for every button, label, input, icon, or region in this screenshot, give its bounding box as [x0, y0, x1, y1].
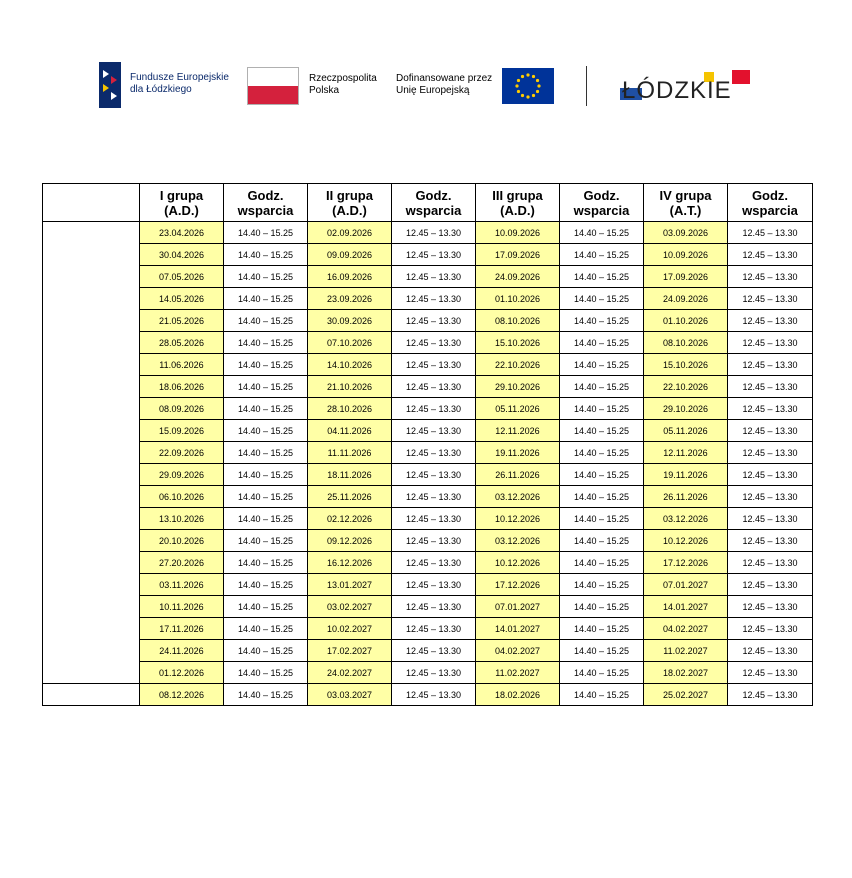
- date-cell: 03.11.2026: [140, 574, 224, 596]
- table-row: [43, 596, 813, 618]
- date-cell: 03.12.2026: [644, 508, 728, 530]
- hours-cell: 14.40 – 15.25: [560, 596, 644, 618]
- hours-cell: 14.40 – 15.25: [224, 354, 308, 376]
- date-cell: 03.12.2026: [476, 530, 560, 552]
- hours-cell: 14.40 – 15.25: [560, 574, 644, 596]
- hours-cell: 14.40 – 15.25: [560, 288, 644, 310]
- hours-cell: 14.40 – 15.25: [560, 684, 644, 706]
- hours-cell: 14.40 – 15.25: [560, 662, 644, 684]
- hours-cell: 14.40 – 15.25: [560, 464, 644, 486]
- date-cell: 05.11.2026: [476, 398, 560, 420]
- table-row: [43, 508, 813, 530]
- header-row: [43, 184, 813, 222]
- hours-cell: 12.45 – 13.30: [728, 684, 813, 706]
- date-cell: 18.06.2026: [140, 376, 224, 398]
- date-cell: 24.09.2026: [644, 288, 728, 310]
- lodzkie-logo: [620, 68, 760, 108]
- hours-cell: 14.40 – 15.25: [224, 508, 308, 530]
- date-cell: 16.09.2026: [308, 266, 392, 288]
- hours-cell: 12.45 – 13.30: [392, 354, 476, 376]
- hours-cell: 14.40 – 15.25: [224, 596, 308, 618]
- table-row: [43, 530, 813, 552]
- date-cell: 14.01.2027: [476, 618, 560, 640]
- date-cell: 05.11.2026: [644, 420, 728, 442]
- table-row: [43, 244, 813, 266]
- date-cell: 11.11.2026: [308, 442, 392, 464]
- logo-bar: [96, 58, 766, 114]
- date-cell: 17.12.2026: [476, 574, 560, 596]
- hours-cell: 12.45 – 13.30: [728, 464, 813, 486]
- hours-cell: 12.45 – 13.30: [728, 530, 813, 552]
- polish-flag: [247, 67, 299, 105]
- hours-header: Godz. wsparcia: [224, 184, 308, 222]
- table-row: [43, 398, 813, 420]
- hours-cell: 12.45 – 13.30: [392, 530, 476, 552]
- date-cell: 10.11.2026: [140, 596, 224, 618]
- date-cell: 07.01.2027: [644, 574, 728, 596]
- hours-cell: 12.45 – 13.30: [392, 442, 476, 464]
- hours-cell: 12.45 – 13.30: [392, 464, 476, 486]
- hours-cell: 12.45 – 13.30: [392, 596, 476, 618]
- date-cell: 03.03.2027: [308, 684, 392, 706]
- hours-cell: 12.45 – 13.30: [392, 244, 476, 266]
- hours-cell: 14.40 – 15.25: [224, 530, 308, 552]
- date-cell: 09.09.2026: [308, 244, 392, 266]
- date-cell: 20.10.2026: [140, 530, 224, 552]
- date-cell: 30.04.2026: [140, 244, 224, 266]
- hours-cell: 14.40 – 15.25: [560, 376, 644, 398]
- hours-cell: 12.45 – 13.30: [728, 288, 813, 310]
- date-cell: 28.10.2026: [308, 398, 392, 420]
- hours-cell: 14.40 – 15.25: [224, 376, 308, 398]
- date-cell: 22.10.2026: [476, 354, 560, 376]
- hours-cell: 12.45 – 13.30: [392, 640, 476, 662]
- date-cell: 03.09.2026: [644, 222, 728, 244]
- hours-cell: 12.45 – 13.30: [728, 640, 813, 662]
- hours-cell: 14.40 – 15.25: [560, 398, 644, 420]
- date-cell: 13.01.2027: [308, 574, 392, 596]
- date-cell: 17.12.2026: [644, 552, 728, 574]
- date-cell: 08.09.2026: [140, 398, 224, 420]
- hours-cell: 12.45 – 13.30: [392, 332, 476, 354]
- date-cell: 27.20.2026: [140, 552, 224, 574]
- hours-cell: 14.40 – 15.25: [560, 530, 644, 552]
- group-header: III grupa (A.D.): [476, 184, 560, 222]
- hours-cell: 14.40 – 15.25: [224, 332, 308, 354]
- table-row: [43, 574, 813, 596]
- hours-cell: 12.45 – 13.30: [392, 376, 476, 398]
- table-row: [43, 618, 813, 640]
- eu-flag-icon: [502, 68, 554, 104]
- hours-cell: 12.45 – 13.30: [728, 244, 813, 266]
- date-cell: 10.09.2026: [476, 222, 560, 244]
- date-cell: 19.11.2026: [644, 464, 728, 486]
- table-row: [43, 640, 813, 662]
- hours-cell: 14.40 – 15.25: [224, 486, 308, 508]
- hours-cell: 14.40 – 15.25: [560, 618, 644, 640]
- fundusze-europejskie-logo: [99, 62, 121, 108]
- table-row: [43, 332, 813, 354]
- hours-cell: 12.45 – 13.30: [728, 354, 813, 376]
- hours-cell: 14.40 – 15.25: [560, 420, 644, 442]
- rzeczpospolita-label: Rzeczpospolita Polska: [309, 73, 377, 96]
- date-cell: 22.10.2026: [644, 376, 728, 398]
- hours-cell: 14.40 – 15.25: [224, 662, 308, 684]
- hours-cell: 12.45 – 13.30: [728, 662, 813, 684]
- hours-cell: 14.40 – 15.25: [224, 442, 308, 464]
- table-row: [43, 684, 813, 706]
- hours-cell: 14.40 – 15.25: [560, 222, 644, 244]
- group-header: I grupa (A.D.): [140, 184, 224, 222]
- hours-cell: 14.40 – 15.25: [560, 244, 644, 266]
- hours-cell: 12.45 – 13.30: [392, 662, 476, 684]
- date-cell: 11.02.2027: [476, 662, 560, 684]
- date-cell: 11.06.2026: [140, 354, 224, 376]
- hours-cell: 12.45 – 13.30: [728, 332, 813, 354]
- date-cell: 08.12.2026: [140, 684, 224, 706]
- hours-cell: 12.45 – 13.30: [392, 222, 476, 244]
- group-header: II grupa (A.D.): [308, 184, 392, 222]
- fundusze-europejskie-label: Fundusze Europejskie dla Łódzkiego: [130, 72, 229, 95]
- date-cell: 29.09.2026: [140, 464, 224, 486]
- date-cell: 17.02.2027: [308, 640, 392, 662]
- hours-cell: 12.45 – 13.30: [728, 618, 813, 640]
- hours-header: Godz. wsparcia: [560, 184, 644, 222]
- course-name-cell: [43, 222, 140, 684]
- hours-cell: 12.45 – 13.30: [728, 310, 813, 332]
- hours-cell: 14.40 – 15.25: [560, 640, 644, 662]
- date-cell: 23.09.2026: [308, 288, 392, 310]
- date-cell: 06.10.2026: [140, 486, 224, 508]
- hours-cell: 12.45 – 13.30: [392, 552, 476, 574]
- hours-cell: 14.40 – 15.25: [224, 398, 308, 420]
- hours-header: Godz. wsparcia: [392, 184, 476, 222]
- hours-cell: 12.45 – 13.30: [728, 420, 813, 442]
- divider: [586, 66, 587, 106]
- date-cell: 14.10.2026: [308, 354, 392, 376]
- date-cell: 17.09.2026: [644, 266, 728, 288]
- date-cell: 10.02.2027: [308, 618, 392, 640]
- hours-cell: 14.40 – 15.25: [560, 332, 644, 354]
- date-cell: 30.09.2026: [308, 310, 392, 332]
- date-cell: 01.10.2026: [644, 310, 728, 332]
- hours-cell: 12.45 – 13.30: [728, 442, 813, 464]
- date-cell: 15.09.2026: [140, 420, 224, 442]
- hours-cell: 14.40 – 15.25: [224, 222, 308, 244]
- hours-cell: 12.45 – 13.30: [728, 508, 813, 530]
- table-row: [43, 420, 813, 442]
- date-cell: 18.02.2026: [476, 684, 560, 706]
- hours-cell: 14.40 – 15.25: [224, 244, 308, 266]
- table-row: [43, 376, 813, 398]
- hours-cell: 12.45 – 13.30: [728, 486, 813, 508]
- date-cell: 26.11.2026: [644, 486, 728, 508]
- date-cell: 02.09.2026: [308, 222, 392, 244]
- date-cell: 29.10.2026: [644, 398, 728, 420]
- date-cell: 07.01.2027: [476, 596, 560, 618]
- group-header: IV grupa (A.T.): [644, 184, 728, 222]
- hours-cell: 12.45 – 13.30: [728, 266, 813, 288]
- hours-cell: 14.40 – 15.25: [560, 486, 644, 508]
- hours-cell: 14.40 – 15.25: [560, 442, 644, 464]
- hours-cell: 14.40 – 15.25: [560, 310, 644, 332]
- date-cell: 08.10.2026: [476, 310, 560, 332]
- date-cell: 21.05.2026: [140, 310, 224, 332]
- date-cell: 28.05.2026: [140, 332, 224, 354]
- date-cell: 24.11.2026: [140, 640, 224, 662]
- date-cell: 10.12.2026: [476, 552, 560, 574]
- date-cell: 17.11.2026: [140, 618, 224, 640]
- date-cell: 15.10.2026: [644, 354, 728, 376]
- table-row: [43, 310, 813, 332]
- hours-cell: 12.45 – 13.30: [392, 684, 476, 706]
- date-cell: 19.11.2026: [476, 442, 560, 464]
- date-cell: 01.10.2026: [476, 288, 560, 310]
- hours-cell: 14.40 – 15.25: [224, 574, 308, 596]
- date-cell: 23.04.2026: [140, 222, 224, 244]
- hours-cell: 14.40 – 15.25: [224, 266, 308, 288]
- hours-cell: 14.40 – 15.25: [224, 684, 308, 706]
- date-cell: 15.10.2026: [476, 332, 560, 354]
- date-cell: 10.12.2026: [644, 530, 728, 552]
- date-cell: 12.11.2026: [644, 442, 728, 464]
- date-cell: 24.02.2027: [308, 662, 392, 684]
- hours-cell: 12.45 – 13.30: [728, 222, 813, 244]
- date-cell: 09.12.2026: [308, 530, 392, 552]
- date-cell: 13.10.2026: [140, 508, 224, 530]
- date-cell: 14.01.2027: [644, 596, 728, 618]
- date-cell: 29.10.2026: [476, 376, 560, 398]
- date-cell: 22.09.2026: [140, 442, 224, 464]
- date-cell: 03.02.2027: [308, 596, 392, 618]
- schedule-table: [42, 183, 813, 706]
- hours-cell: 12.45 – 13.30: [728, 398, 813, 420]
- hours-cell: 12.45 – 13.30: [392, 486, 476, 508]
- hours-cell: 12.45 – 13.30: [392, 288, 476, 310]
- svg-text:ŁÓDZKIE: ŁÓDZKIE: [622, 77, 732, 104]
- hours-cell: 12.45 – 13.30: [392, 420, 476, 442]
- date-cell: 17.09.2026: [476, 244, 560, 266]
- date-cell: 26.11.2026: [476, 464, 560, 486]
- date-cell: 25.02.2027: [644, 684, 728, 706]
- hours-cell: 14.40 – 15.25: [224, 618, 308, 640]
- table-row: [43, 464, 813, 486]
- date-cell: 12.11.2026: [476, 420, 560, 442]
- hours-cell: 12.45 – 13.30: [392, 574, 476, 596]
- date-cell: 16.12.2026: [308, 552, 392, 574]
- hours-cell: 14.40 – 15.25: [560, 354, 644, 376]
- table-row: [43, 354, 813, 376]
- date-cell: 18.11.2026: [308, 464, 392, 486]
- date-cell: 11.02.2027: [644, 640, 728, 662]
- date-cell: 02.12.2026: [308, 508, 392, 530]
- table-row: [43, 552, 813, 574]
- date-cell: 21.10.2026: [308, 376, 392, 398]
- hours-cell: 14.40 – 15.25: [224, 464, 308, 486]
- date-cell: 01.12.2026: [140, 662, 224, 684]
- hours-cell: 12.45 – 13.30: [392, 508, 476, 530]
- table-row: [43, 288, 813, 310]
- empty-cell: [43, 684, 140, 706]
- date-cell: 25.11.2026: [308, 486, 392, 508]
- date-cell: 14.05.2026: [140, 288, 224, 310]
- date-cell: 04.02.2027: [644, 618, 728, 640]
- eu-funding-label: Dofinansowane przez Unię Europejską: [396, 73, 493, 96]
- hours-cell: 12.45 – 13.30: [728, 552, 813, 574]
- date-cell: 08.10.2026: [644, 332, 728, 354]
- hours-cell: 14.40 – 15.25: [560, 266, 644, 288]
- hours-cell: 14.40 – 15.25: [224, 552, 308, 574]
- hours-cell: 14.40 – 15.25: [560, 552, 644, 574]
- table-row: [43, 442, 813, 464]
- table-row: [43, 662, 813, 684]
- hours-header: Godz. wsparcia: [728, 184, 813, 222]
- date-cell: 18.02.2027: [644, 662, 728, 684]
- date-cell: 10.12.2026: [476, 508, 560, 530]
- date-cell: 04.11.2026: [308, 420, 392, 442]
- hours-cell: 12.45 – 13.30: [728, 596, 813, 618]
- hours-cell: 12.45 – 13.30: [728, 574, 813, 596]
- hours-cell: 12.45 – 13.30: [392, 618, 476, 640]
- hours-cell: 14.40 – 15.25: [224, 640, 308, 662]
- hours-cell: 12.45 – 13.30: [392, 266, 476, 288]
- hours-cell: 12.45 – 13.30: [728, 376, 813, 398]
- date-cell: 04.02.2027: [476, 640, 560, 662]
- date-cell: 10.09.2026: [644, 244, 728, 266]
- table-row: [43, 266, 813, 288]
- hours-cell: 12.45 – 13.30: [392, 310, 476, 332]
- date-cell: 07.10.2026: [308, 332, 392, 354]
- hours-cell: 14.40 – 15.25: [224, 288, 308, 310]
- table-row: [43, 486, 813, 508]
- hours-cell: 14.40 – 15.25: [224, 310, 308, 332]
- date-cell: 24.09.2026: [476, 266, 560, 288]
- hours-cell: 14.40 – 15.25: [224, 420, 308, 442]
- table-row: [43, 222, 813, 244]
- date-cell: 03.12.2026: [476, 486, 560, 508]
- hours-cell: 12.45 – 13.30: [392, 398, 476, 420]
- hours-cell: 14.40 – 15.25: [560, 508, 644, 530]
- date-cell: 07.05.2026: [140, 266, 224, 288]
- corner-cell: [43, 184, 140, 222]
